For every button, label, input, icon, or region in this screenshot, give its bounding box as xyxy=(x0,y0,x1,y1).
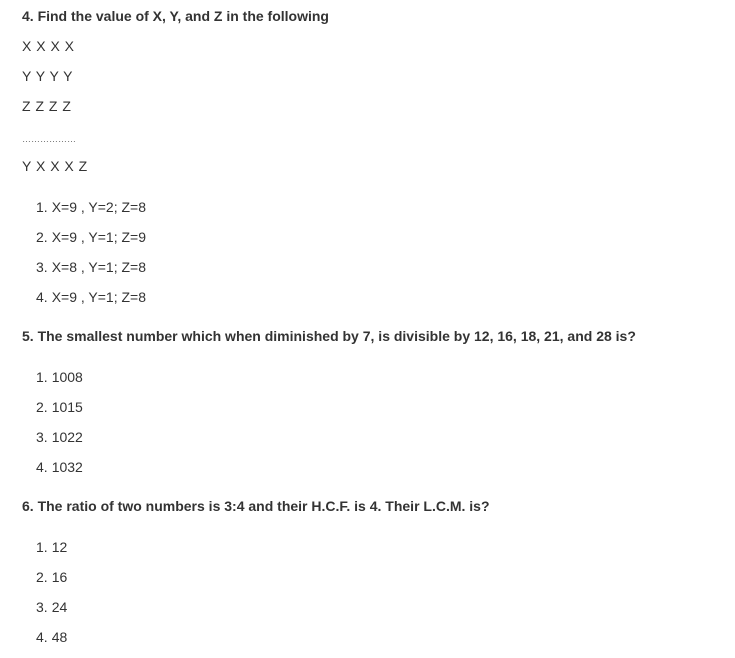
question-6-option-1 xyxy=(36,539,67,555)
option-number: 1. xyxy=(36,539,48,555)
option-number: 2. xyxy=(36,569,48,585)
question-4-option-1 xyxy=(36,199,146,215)
puzzle-row-x: X X X X xyxy=(22,38,75,54)
question-5-option-3 xyxy=(36,429,83,445)
question-4-title: 4. Find the value of X, Y, and Z in the following xyxy=(22,8,329,24)
option-text: 12 xyxy=(51,539,68,555)
puzzle-result: Y X X X Z xyxy=(22,158,88,174)
question-6-option-3 xyxy=(36,599,67,615)
option-number: 2. xyxy=(36,399,48,415)
option-text: X=9 , Y=1; Z=8 xyxy=(51,289,146,305)
option-text: 24 xyxy=(51,599,68,615)
option-number: 3. xyxy=(36,259,48,275)
question-4-option-4 xyxy=(36,289,146,305)
puzzle-separator: ……………… xyxy=(22,134,76,144)
question-4-option-2 xyxy=(36,229,146,245)
question-6-title: 6. The ratio of two numbers is 3:4 and their H.C.F. is 4. Their L.C.M. is? xyxy=(22,498,490,514)
option-number: 4. xyxy=(36,459,48,475)
option-number: 1. xyxy=(36,199,48,215)
question-6-option-2 xyxy=(36,569,67,585)
question-5-option-1 xyxy=(36,369,83,385)
option-text: 1008 xyxy=(51,369,83,385)
question-5-title: 5. The smallest number which when diminished by 7, is divisible by 12, 16, 18, 21, and 28 is? xyxy=(22,328,636,344)
question-5-option-2 xyxy=(36,399,83,415)
option-text: 16 xyxy=(51,569,68,585)
option-number: 4. xyxy=(36,629,48,645)
option-text: X=9 , Y=1; Z=9 xyxy=(51,229,146,245)
option-text: X=9 , Y=2; Z=8 xyxy=(51,199,146,215)
option-number: 3. xyxy=(36,599,48,615)
option-text: 48 xyxy=(51,629,68,645)
option-text: 1032 xyxy=(51,459,83,475)
option-text: X=8 , Y=1; Z=8 xyxy=(51,259,146,275)
question-5-option-4 xyxy=(36,459,83,475)
option-number: 1. xyxy=(36,369,48,385)
option-text: 1022 xyxy=(51,429,83,445)
question-6-option-4 xyxy=(36,629,67,645)
puzzle-row-y: Y Y Y Y xyxy=(22,68,74,84)
option-number: 2. xyxy=(36,229,48,245)
puzzle-row-z: Z Z Z Z xyxy=(22,98,72,114)
option-text: 1015 xyxy=(51,399,83,415)
question-4-option-3 xyxy=(36,259,146,275)
option-number: 3. xyxy=(36,429,48,445)
option-number: 4. xyxy=(36,289,48,305)
